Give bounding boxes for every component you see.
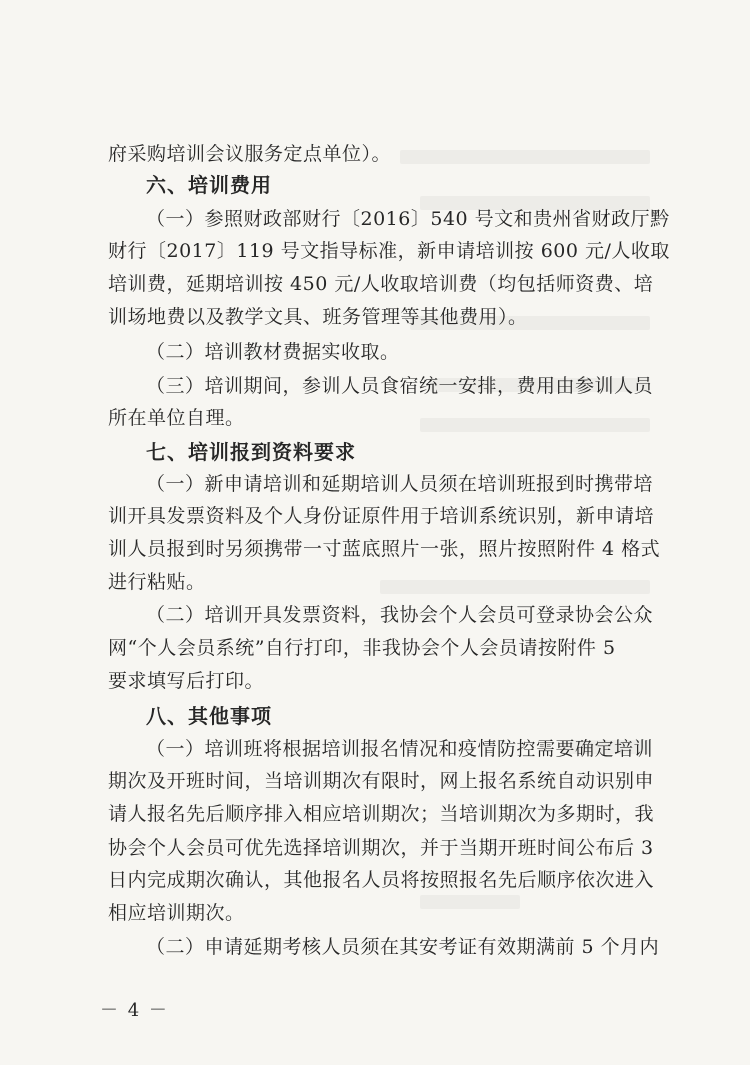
body-line: （一）参照财政部财行〔2016〕540 号文和贵州省财政厅黔 (146, 208, 670, 230)
body-line: （二）培训教材费据实收取。 (146, 341, 400, 363)
body-line: 府采购培训会议服务定点单位）。 (108, 143, 392, 165)
body-line: 日内完成期次确认，其他报名人员将按照报名先后顺序依次进入 (108, 869, 655, 891)
body-line: 要求填写后打印。 (108, 670, 265, 692)
body-line: （一）培训班将根据培训报名情况和疫情防控需要确定培训 (146, 738, 654, 760)
body-line: 训开具发票资料及个人身份证原件用于培训系统识别，新申请培 (108, 505, 655, 527)
body-line: 期次及开班时间，当培训期次有限时，网上报名系统自动识别申 (108, 770, 655, 792)
section-heading-fees: 六、培训费用 (146, 173, 272, 197)
body-line: （三）培训期间，参训人员食宿统一安排，费用由参训人员 (146, 375, 654, 397)
body-line: 网“个人会员系统”自行打印，非我协会个人会员请按附件 5 (108, 637, 616, 659)
page-number: － 4 － (100, 1000, 169, 1021)
body-line: 进行粘贴。 (108, 571, 206, 593)
body-line: （二）培训开具发票资料，我协会个人会员可登录协会公众 (146, 604, 654, 626)
body-line: 培训费，延期培训按 450 元/人收取培训费（均包括师资费、培 (108, 273, 654, 295)
body-line: 请人报名先后顺序排入相应培训期次；当培训期次为多期时，我 (108, 803, 655, 825)
body-line: 训人员报到时另须携带一寸蓝底照片一张，照片按照附件 4 格式 (108, 538, 661, 560)
body-line: 所在单位自理。 (108, 407, 245, 429)
section-heading-other: 八、其他事项 (146, 704, 272, 728)
body-line: （一）新申请培训和延期培训人员须在培训班报到时携带培 (146, 473, 654, 495)
body-line: 财行〔2017〕119 号文指导标准，新申请培训按 600 元/人收取 (108, 240, 670, 262)
body-line: 协会个人会员可优先选择培训期次，并于当期开班时间公布后 3 (108, 837, 654, 859)
section-heading-materials: 七、培训报到资料要求 (146, 440, 356, 464)
body-line: 训场地费以及教学文具、班务管理等其他费用）。 (108, 306, 528, 328)
body-line: （二）申请延期考核人员须在其安考证有效期满前 5 个月内 (146, 936, 660, 958)
body-line: 相应培训期次。 (108, 902, 245, 924)
